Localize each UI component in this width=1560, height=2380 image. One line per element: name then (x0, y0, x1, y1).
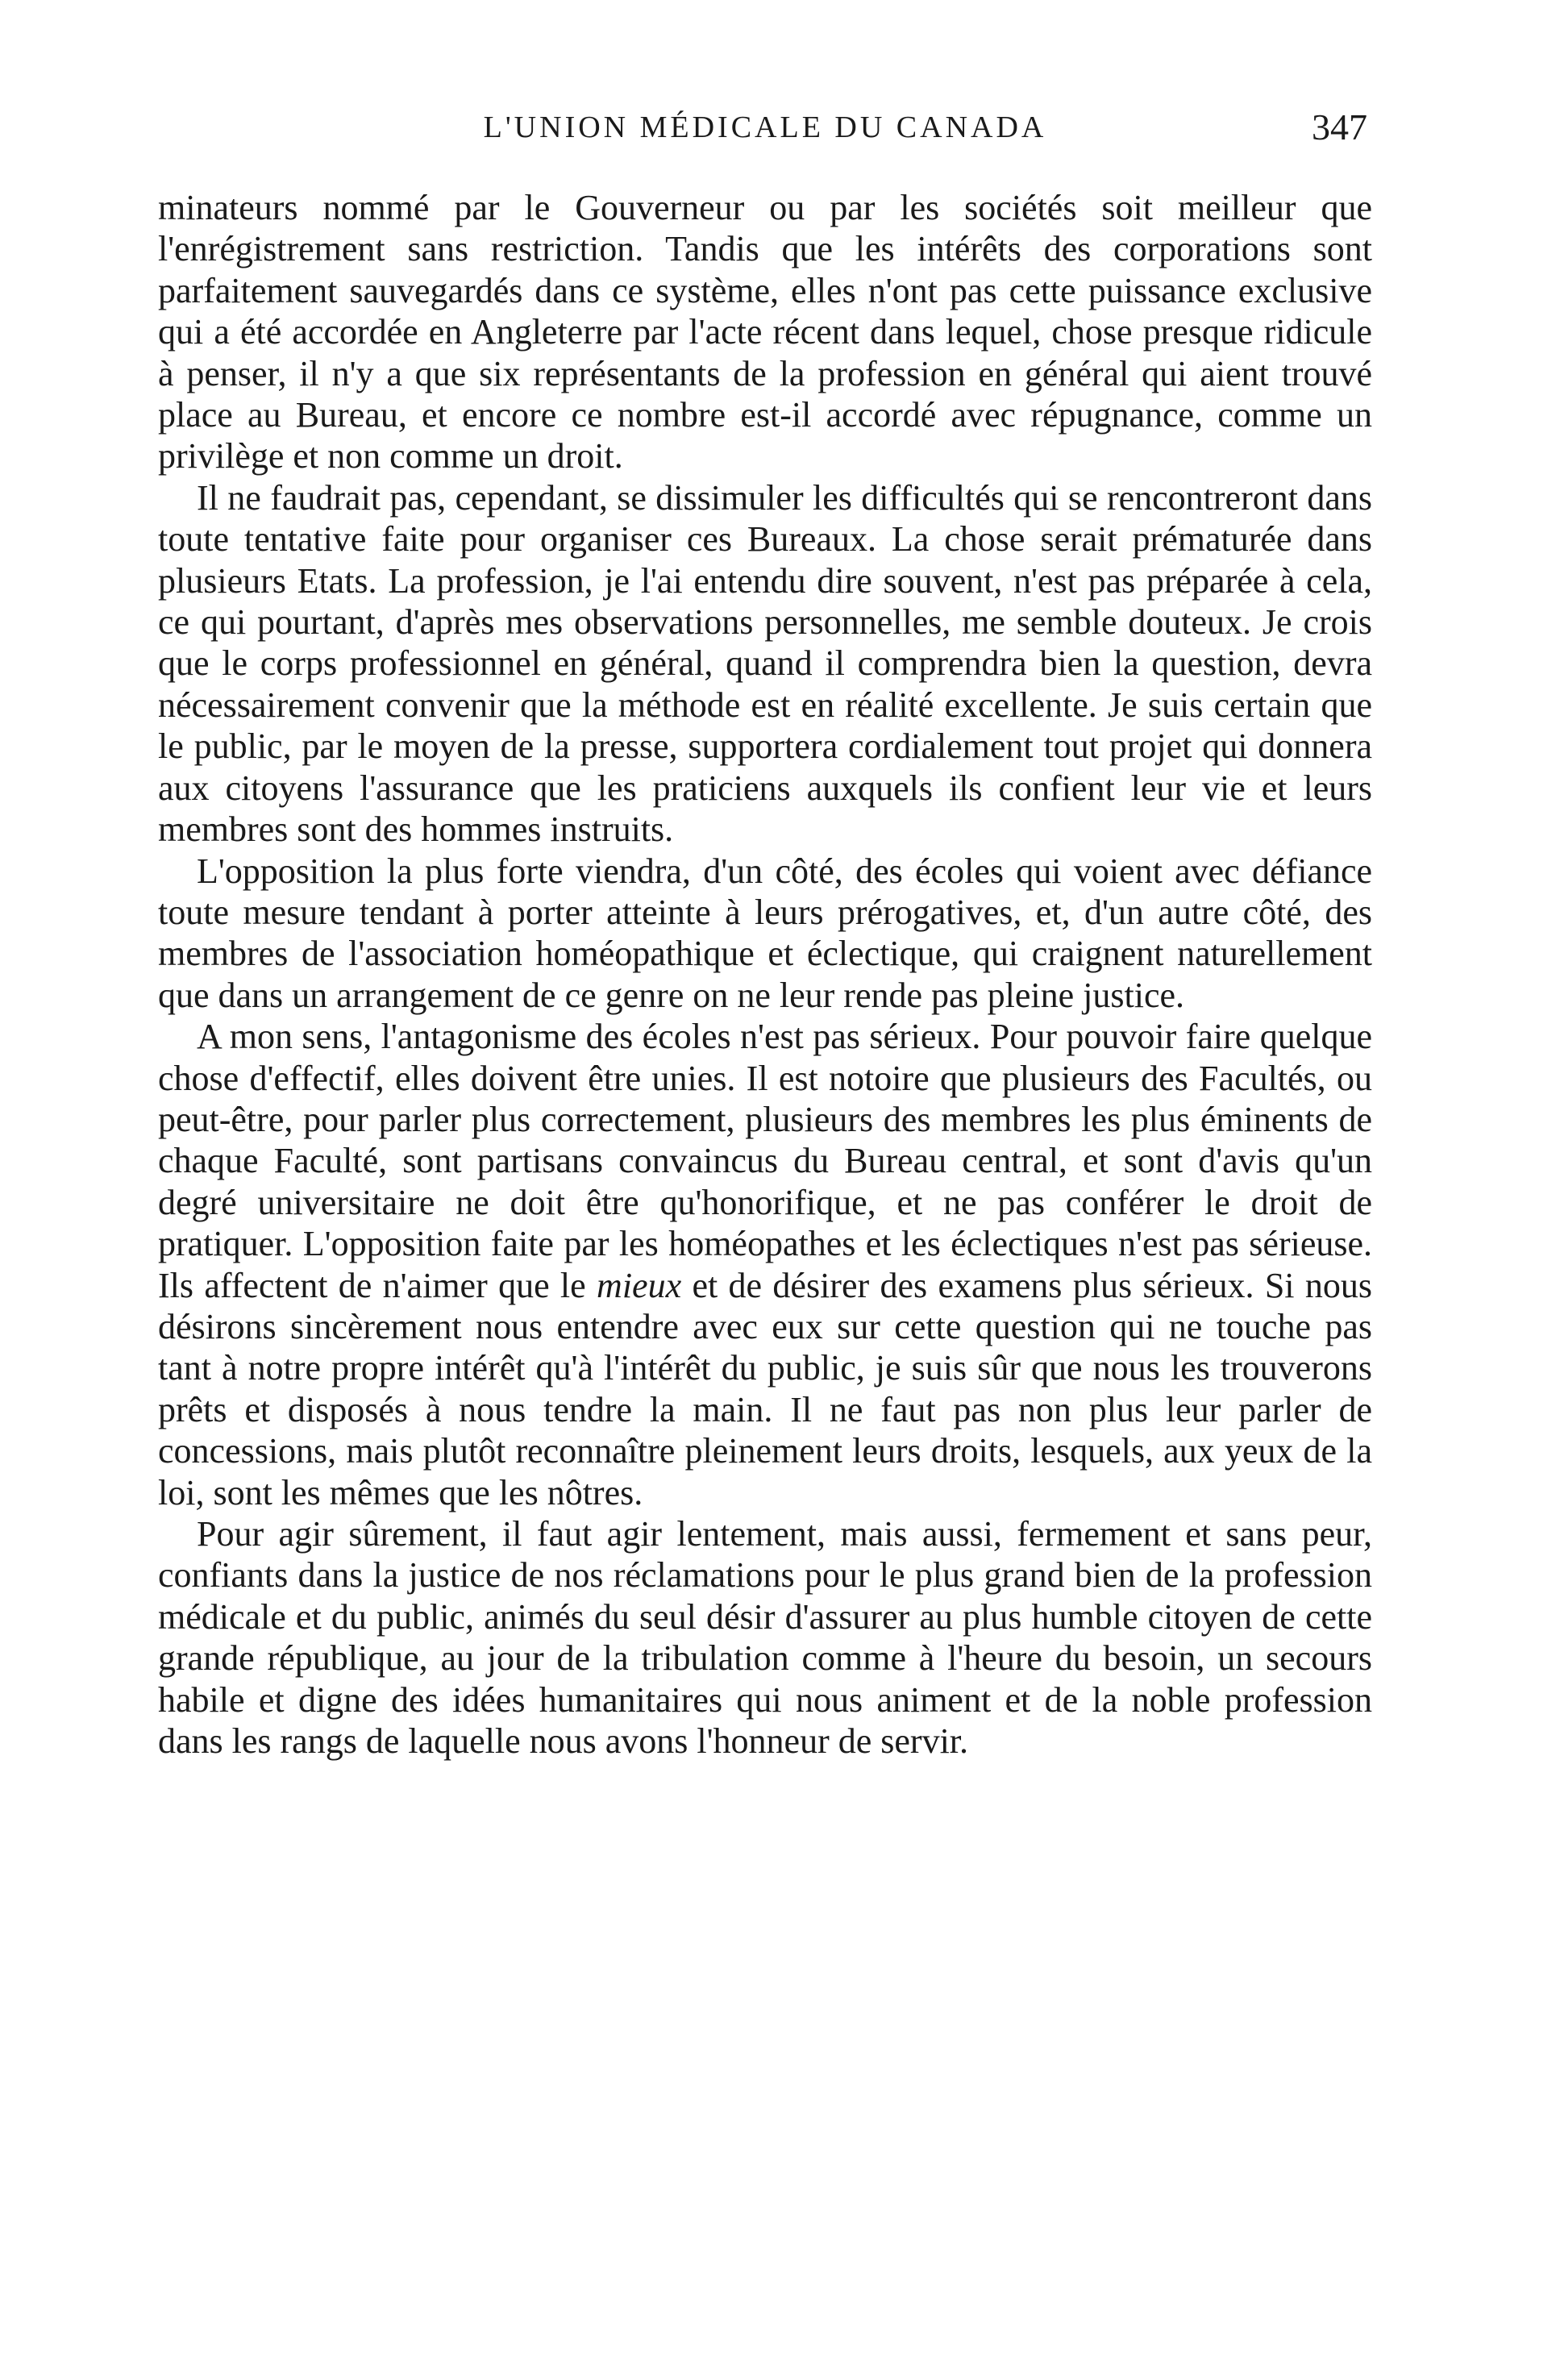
page-number: 347 (1312, 106, 1367, 148)
paragraph-difficulties: Il ne faudrait pas, cependant, se dissimuler les difficultés qui se rencontreront dans toute tentative faite pour organiser ces Bureaux. La chose serait prématurée dans plusieurs Etats. La profession, je l'ai entendu dire souvent, n'est pas préparée à cela, ce qui pourtant, d'après mes observations personnelles, me semble douteux. Je crois que le corps professionnel en général, quand il comprendra bien la question, devra nécessairement convenir que la méthode est en réalité excellente. Je suis certain que le public, par le moyen de la presse, supportera cordialement tout projet qui donnera aux citoyens l'assurance que les praticiens auxquels ils confient leur vie et leurs membres sont des hommes instruits. (158, 477, 1372, 850)
running-header (158, 103, 1372, 152)
body-text (158, 187, 1372, 1762)
running-title: L'UNION MÉDICALE DU CANADA (483, 110, 1047, 144)
paragraph-opposition: L'opposition la plus forte viendra, d'un côté, des écoles qui voient avec défiance toute mesure tendant à porter atteinte à leurs prérogatives, et, d'un autre côté, des membres de l'association homéopathique et éclectique, qui craignent naturellement que dans un arrangement de ce genre on ne leur rende pas pleine justice. (158, 851, 1372, 1015)
paragraph-conclusion: Pour agir sûrement, il faut agir lentement, mais aussi, fermement et sans peur, confiants dans la justice de nos réclamations pour le plus grand bien de la profession médicale et du public, animés du seul désir d'assurer au plus humble citoyen de cette grande république, au jour de la tribulation comme à l'heure du besoin, un secours habile et digne des idées humanitaires qui nous animent et de la noble profession dans les rangs de laquelle nous avons l'honneur de servir. (158, 1514, 1372, 1762)
antagonism-text-part-2: et de désirer des examens plus sérieux. Si nous désirons sincèrement nous entendre avec eux sur cette question qui ne touche pas tant à notre propre intérêt qu'à l'intérêt du public, je suis sûr que nous les trouverons prêts et disposés à nous tendre la main. Il ne faut pas non plus leur parler de concessions, mais plutôt reconnaître pleinement leurs droits, lesquels, aux yeux de la loi, sont les mêmes que les nôtres. (158, 1265, 1373, 1512)
paragraph-antagonism (158, 1016, 1372, 1513)
paragraph-continued: minateurs nommé par le Gouverneur ou par les sociétés soit meilleur que l'enrégistrement sans restriction. Tandis que les intérêts des corporations sont parfaitement sauvegardés dans ce système, elles n'ont pas cette puissance exclusive qui a été accordée en Angleterre par l'acte récent dans lequel, chose presque ridicule à penser, il n'y a que six représentants de la profession en général qui aient trouvé place au Bureau, et encore ce nombre est-il accordé avec répugnance, comme un privilège et non comme un droit. (158, 188, 1372, 476)
antagonism-text-part-1: A mon sens, l'antagonisme des écoles n'est pas sérieux. Pour pouvoir faire quelque chose d'effectif, elles doivent être unies. Il est notoire que plusieurs des Facultés, ou peut-être, pour parler plus correctement, plusieurs des membres les plus éminents de chaque Faculté, sont partisans convaincus du Bureau central, et sont d'avis qu'un degré universitaire ne doit être qu'honorifique, et ne pas conférer le droit de pratiquer. L'opposition faite par les homéopathes et les éclectiques n'est pas sérieuse. Ils affectent de n'aimer que le (158, 1017, 1372, 1305)
italic-word-mieux: mieux (597, 1265, 682, 1305)
